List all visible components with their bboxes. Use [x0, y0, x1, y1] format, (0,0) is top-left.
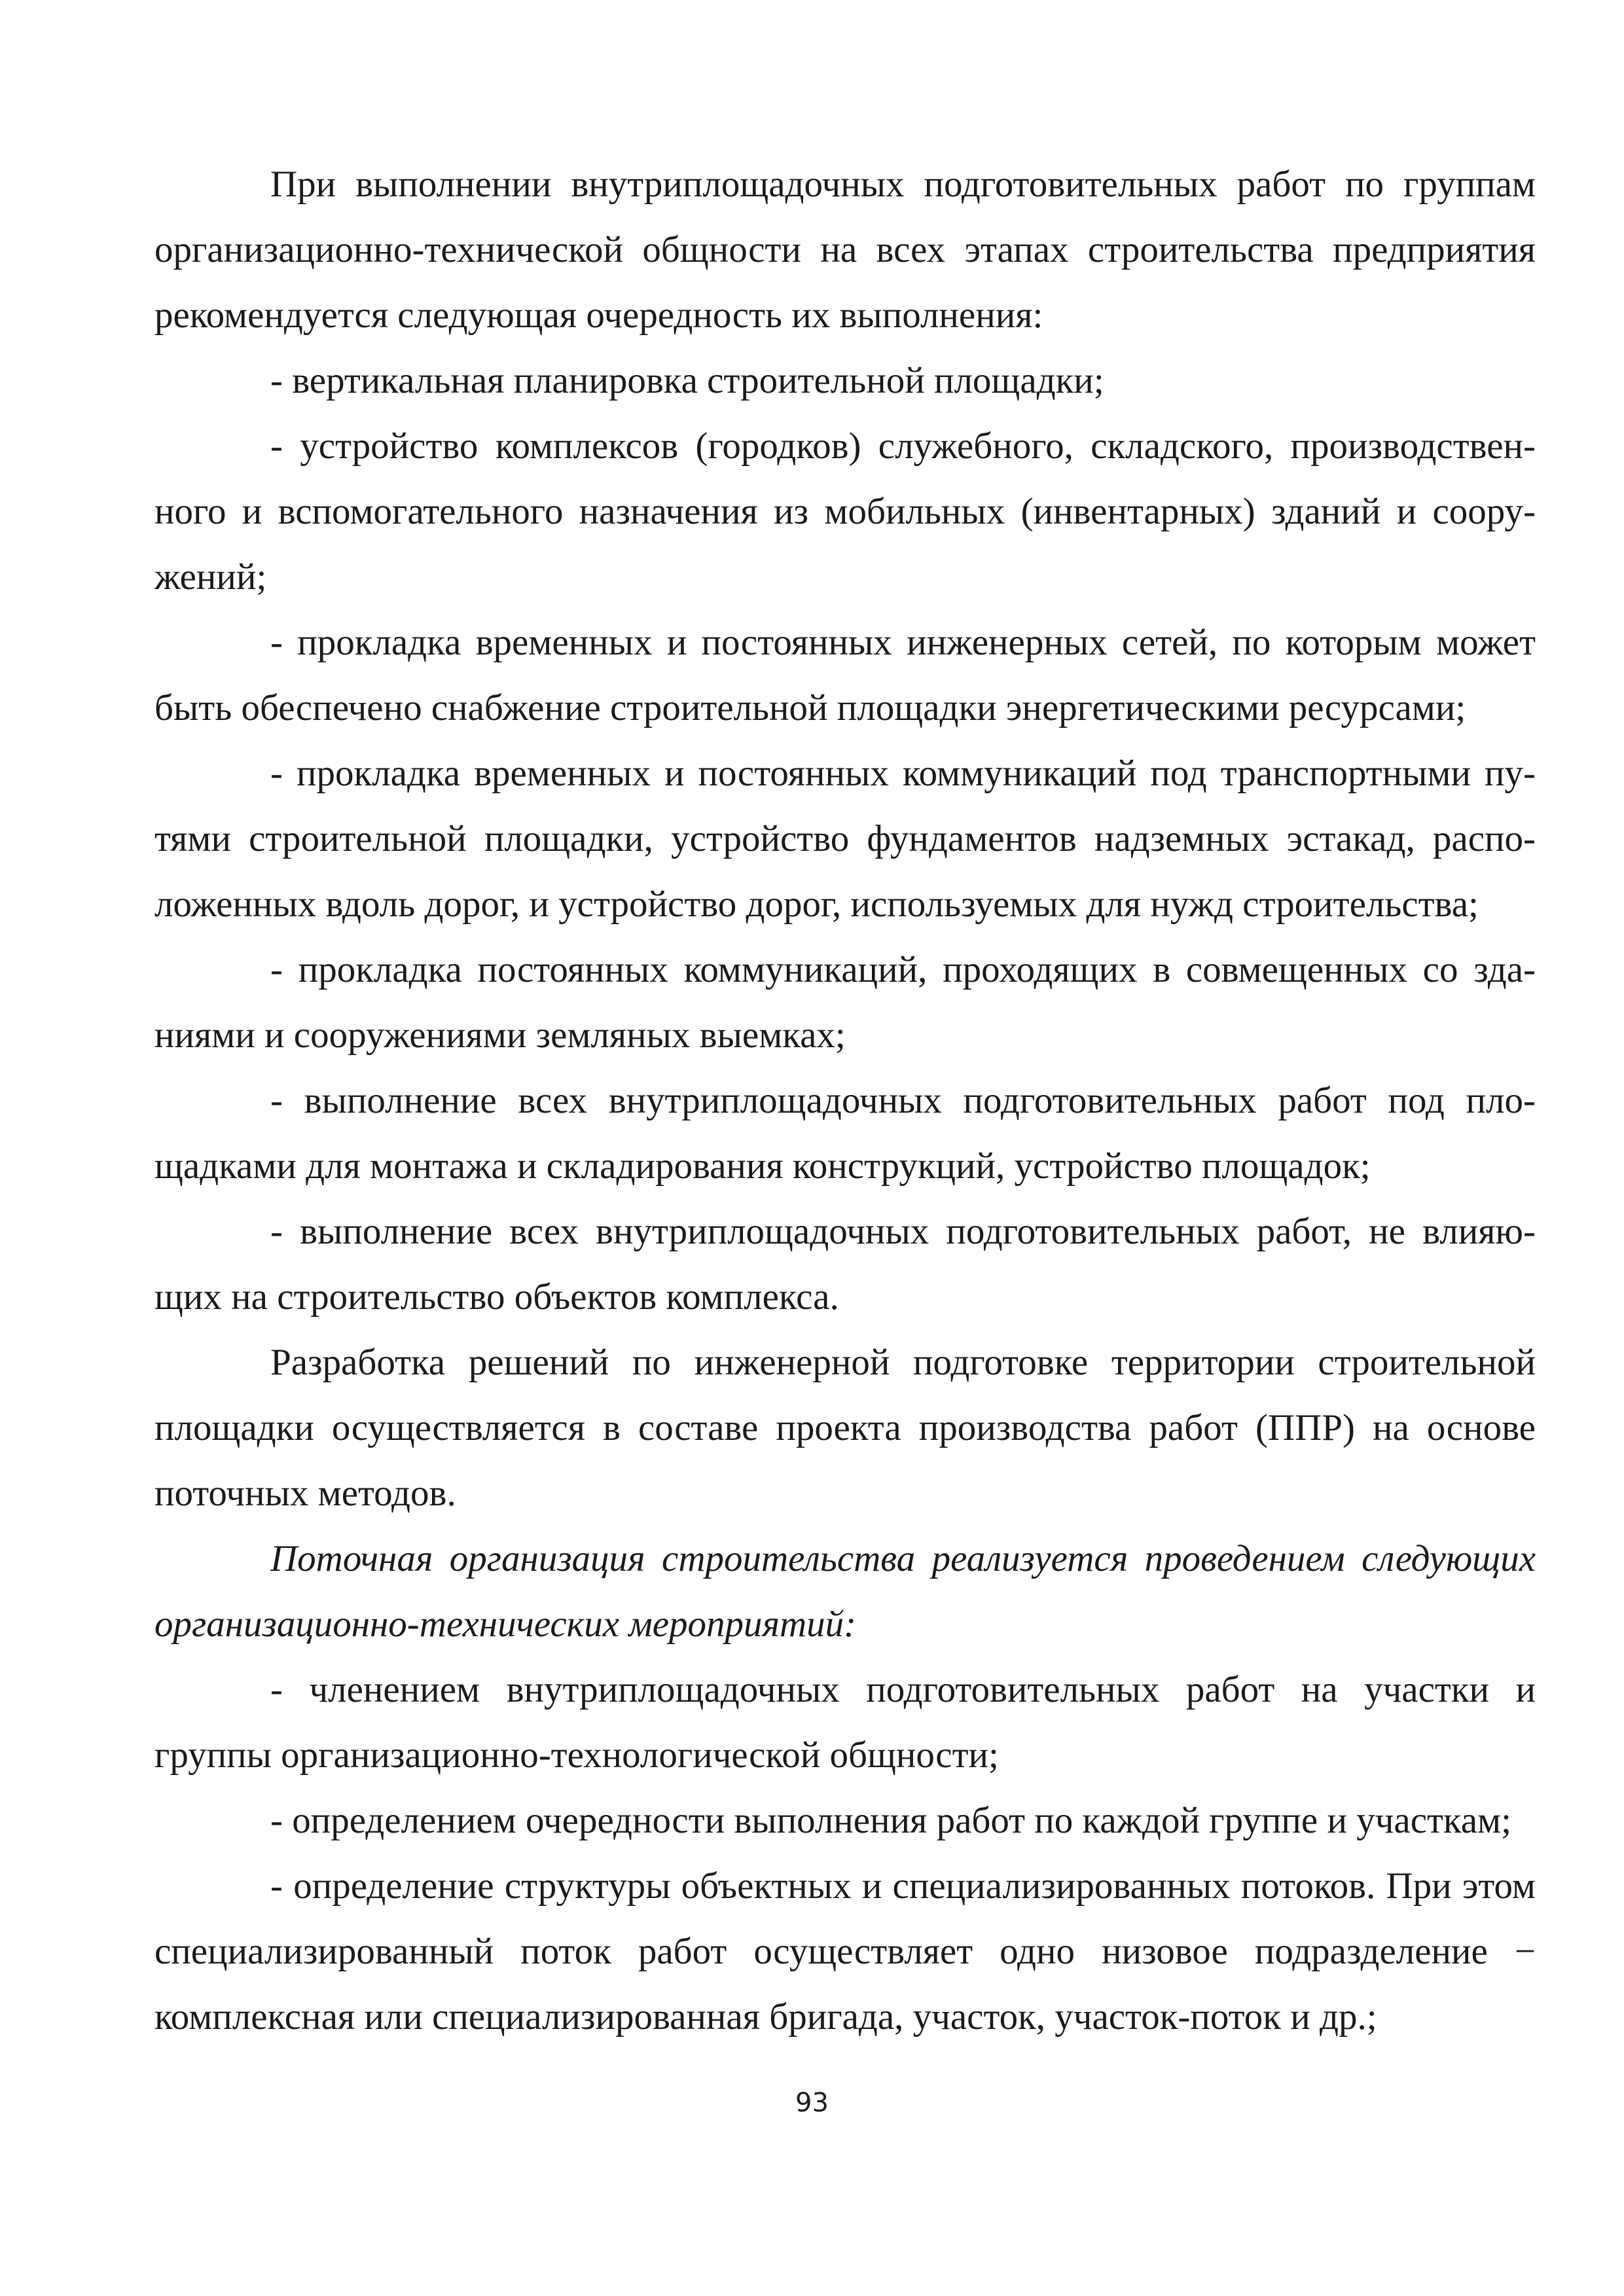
list-item-vertical-planning: - вертикальная планировка строительной площадки; — [270, 360, 1104, 401]
document-page — [154, 152, 1536, 2050]
paragraph-flow-organization: Поточная организация строительства реализуется проведением следующих организационно-технических мероприятий: — [154, 1538, 1536, 1645]
list-item-sequence: - определением очередности выполнения работ по каждой группе и участкам; — [270, 1800, 1511, 1841]
list-item-division: - членением внутриплощадочных подготовительных работ на участки и группы организационно-технологической общности; — [154, 1669, 1536, 1776]
list-item-permanent-communications: - прокладка постоянных коммуникаций, проходящих в совмещенных со зданиями и сооружениями земляных выемках; — [154, 949, 1536, 1056]
list-item-other-works: - выполнение всех внутриплощадочных подготовительных работ, не влияющих на строительство объектов комплекса. — [154, 1211, 1536, 1318]
list-item-flow-structure: - определение структуры объектных и специализированных потоков. При этом специализированный поток работ осуществляет одно низовое подразделение − комплексная или специализированная бригада, участок, участок-поток и др.; — [154, 1865, 1536, 2037]
paragraph-intro: При выполнении внутриплощадочных подготовительных работ по группам организационно-технической общности на всех этапах строительства предприятия рекомендуется следующая очередность их выполнения: — [154, 164, 1536, 336]
list-item-communications-roads: - прокладка временных и постоянных коммуникаций под транспортными путями строительной площадки, устройство фундаментов надземных эстакад, расположенных вдоль дорог, и устройство дорог, используемых для нужд строительства; — [154, 753, 1536, 925]
page-number: 93 — [795, 2088, 829, 2118]
list-item-engineering-networks: - прокладка временных и постоянных инженерных сетей, по которым может быть обеспечено снабжение строительной площадки энергетическими ресурсами; — [154, 622, 1536, 728]
list-item-mounting-sites: - выполнение всех внутриплощадочных подготовительных работ под площадками для монтажа и складирования конструкций, устройство площадок; — [154, 1080, 1536, 1187]
paragraph-ppr: Разработка решений по инженерной подготовке территории строительной площадки осуществляется в составе проекта производства работ (ППР) на основе поточных методов. — [154, 1342, 1536, 1514]
list-item-complexes: - устройство комплексов (городков) служебного, складского, производственного и вспомогательного назначения из мобильных (инвентарных) зданий и сооружений; — [154, 425, 1536, 598]
